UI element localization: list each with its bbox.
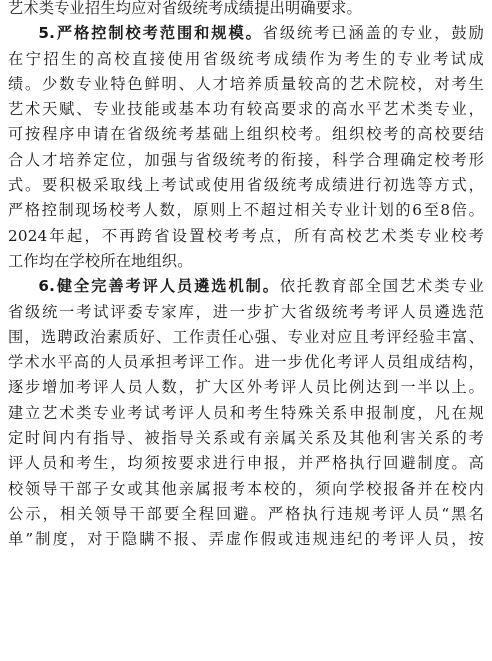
- text-line: 艺术天赋、专业技能或基本功有较高要求的高水平艺术类专业，: [8, 100, 484, 119]
- text-segment: 省级统考已涵盖的专业，鼓励: [262, 24, 484, 43]
- text-line: 在宁招生的高校直接使用省级统考成绩作为考生的专业考试成: [8, 49, 484, 68]
- text-line: 评人员和考生，均须按要求进行申报，并严格执行回避制度。高: [8, 454, 484, 473]
- text-line: 绩。少数专业特色鲜明、人才培养质量较高的艺术院校，对考生: [8, 74, 484, 93]
- text-line: 校领导干部子女或其他亲属报考本校的，须向学校报备并在校内: [8, 479, 484, 498]
- text-line: [8, 21, 484, 46]
- paragraph-section-5: [8, 21, 484, 274]
- text-line: 工作均在学校所在地组织。: [8, 251, 193, 270]
- text-line: 严格控制现场校考人数，原则上不超过相关专业计划的6至8倍。: [8, 201, 484, 220]
- section-heading: 6.健全完善考评人员遴选机制。: [38, 277, 280, 296]
- paragraph-section-6: [8, 274, 484, 552]
- section-heading: 5.严格控制校考范围和规模。: [38, 24, 263, 43]
- text-line: 围，选聘政治素质好、工作责任心强、专业对应且考评经验丰富、: [8, 327, 484, 346]
- text-line: 定时间内有指导、被指导关系或有亲属关系及其他利害关系的考: [8, 429, 484, 448]
- text-line: 式。要积极采取线上考试或使用省级统考成绩进行初选等方式，: [8, 176, 484, 195]
- text-line: 可按程序申请在省级统考基础上组织校考。组织校考的高校要结: [8, 125, 484, 144]
- text-line: 省级统一考试评委专家库，进一步扩大省级统考考评人员遴选范: [8, 302, 484, 321]
- text-line: 公示，相关领导干部要全程回避。严格执行违规考评人员“黑名: [8, 504, 484, 523]
- text-line: 艺术类专业招生均应对省级统考成绩提出明确要求。: [8, 0, 362, 17]
- paragraph-intro-tail: [8, 0, 484, 21]
- text-line: [8, 274, 484, 299]
- text-line: 单”制度，对于隐瞒不报、弄虚作假或违规违纪的考评人员，按: [8, 530, 484, 549]
- text-line: 学术水平高的人员承担考评工作。进一步优化考评人员组成结构，: [8, 353, 484, 372]
- text-line: 建立艺术类专业考试考评人员和考生特殊关系申报制度，凡在规: [8, 403, 484, 422]
- text-segment: 依托教育部全国艺术类专业: [279, 277, 484, 296]
- text-line: 2024年起，不再跨省设置校考考点，所有高校艺术类专业校考: [8, 226, 484, 245]
- text-line: 合人才培养定位，加强与省级统考的衔接，科学合理确定校考形: [8, 150, 484, 169]
- text-line: 逐步增加考评人员人数，扩大区外考评人员比例达到一半以上。: [8, 378, 484, 397]
